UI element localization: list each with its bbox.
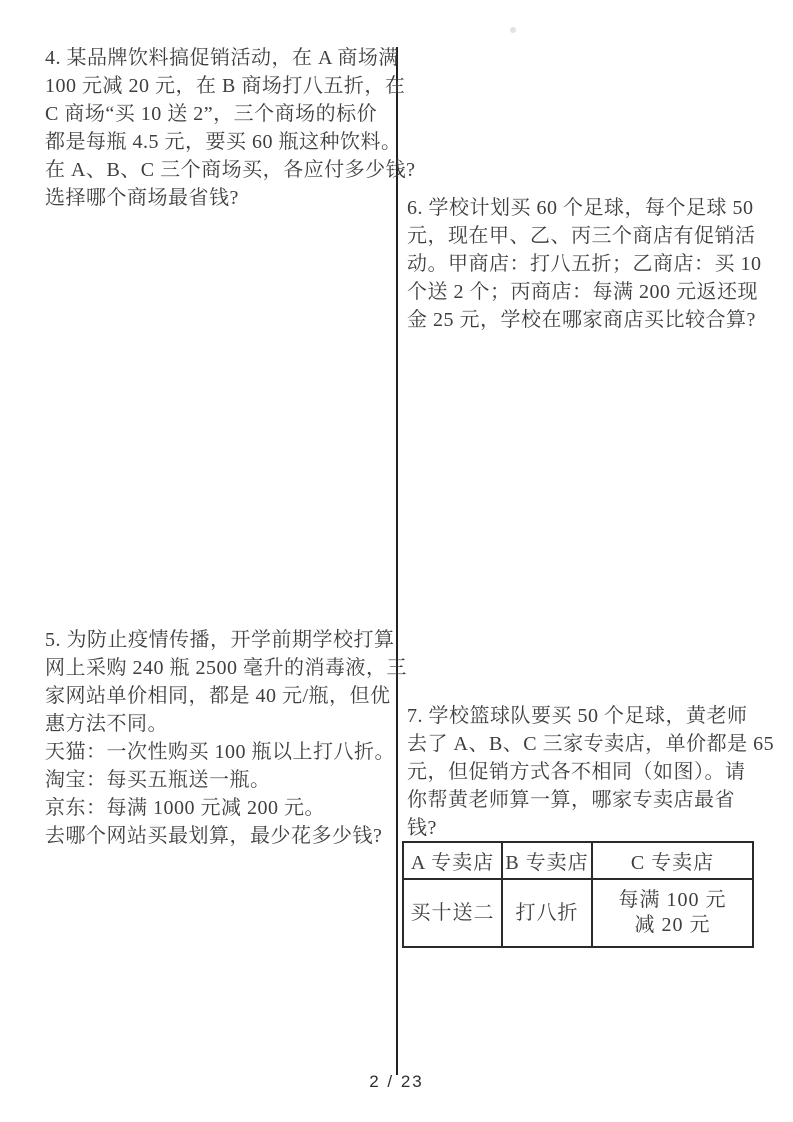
- problem-6-line: 元，现在甲、乙、丙三个商店有促销活: [407, 225, 756, 247]
- problem-4-line: C 商场“买 10 送 2”，三个商场的标价: [45, 103, 378, 125]
- promo-table-header-cell-b: B 专卖店: [503, 843, 593, 878]
- problem-4-line: 都是每瓶 4.5 元，要买 60 瓶这种饮料。: [45, 131, 402, 153]
- promo-table-cell-c: [593, 880, 752, 946]
- problem-5-line: 京东：每满 1000 元减 200 元。: [45, 797, 325, 819]
- promo-table-cell-c-line: 减 20 元: [634, 914, 711, 936]
- problem-6-line: 6. 学校计划买 60 个足球，每个足球 50: [407, 197, 754, 219]
- problem-5-line: 淘宝：每买五瓶送一瓶。: [45, 769, 271, 791]
- scan-speck: [510, 27, 516, 33]
- problem-5-line: 家网站单价相同，都是 40 元/瓶，但优: [45, 685, 391, 707]
- promo-table-cell-b: 打八折: [503, 880, 593, 946]
- promo-table-header-cell-a: A 专卖店: [404, 843, 503, 878]
- problem-7: [407, 702, 774, 842]
- problem-5-line: 去哪个网站买最划算，最少花多少钱?: [45, 825, 383, 847]
- problem-4: [45, 44, 416, 212]
- promo-table-header-row: [404, 843, 752, 880]
- promo-table-cell-a: 买十送二: [404, 880, 503, 946]
- promo-table-data-row: [404, 880, 752, 946]
- problem-6: [407, 194, 762, 334]
- problem-7-line: 你帮黄老师算一算，哪家专卖店最省: [407, 789, 735, 811]
- problem-6-line: 金 25 元，学校在哪家商店买比较合算?: [407, 309, 756, 331]
- problem-6-line: 个送 2 个；丙商店：每满 200 元返还现: [407, 281, 758, 303]
- problem-6-line: 动。甲商店：打八五折；乙商店：买 10: [407, 253, 762, 275]
- problem-5-line: 天猫：一次性购买 100 瓶以上打八折。: [45, 741, 395, 763]
- promo-table: [402, 841, 754, 948]
- problem-7-line: 钱?: [407, 817, 437, 839]
- promo-table-cell-c-line: 每满 100 元: [618, 889, 727, 911]
- problem-7-line: 元，但促销方式各不相同（如图）。请: [407, 761, 746, 783]
- problem-4-line: 选择哪个商场最省钱?: [45, 187, 239, 209]
- problem-4-line: 在 A、B、C 三个商场买，各应付多少钱?: [45, 159, 416, 181]
- problem-7-line: 去了 A、B、C 三家专卖店，单价都是 65: [407, 733, 775, 755]
- problem-5-line: 网上采购 240 瓶 2500 毫升的消毒液，三: [45, 657, 407, 679]
- problem-7-line: 7. 学校篮球队要买 50 个足球，黄老师: [407, 705, 748, 727]
- promo-table-header-cell-c: C 专卖店: [630, 852, 715, 874]
- problem-4-line: 4. 某品牌饮料搞促销活动，在 A 商场满: [45, 47, 399, 69]
- problem-5-line: 5. 为防止疫情传播，开学前期学校打算: [45, 629, 395, 651]
- page-number: 2 / 23: [369, 1072, 424, 1091]
- problem-5-line: 惠方法不同。: [45, 713, 168, 735]
- problem-5: [45, 626, 407, 850]
- problem-4-line: 100 元减 20 元，在 B 商场打八五折，在: [45, 75, 406, 97]
